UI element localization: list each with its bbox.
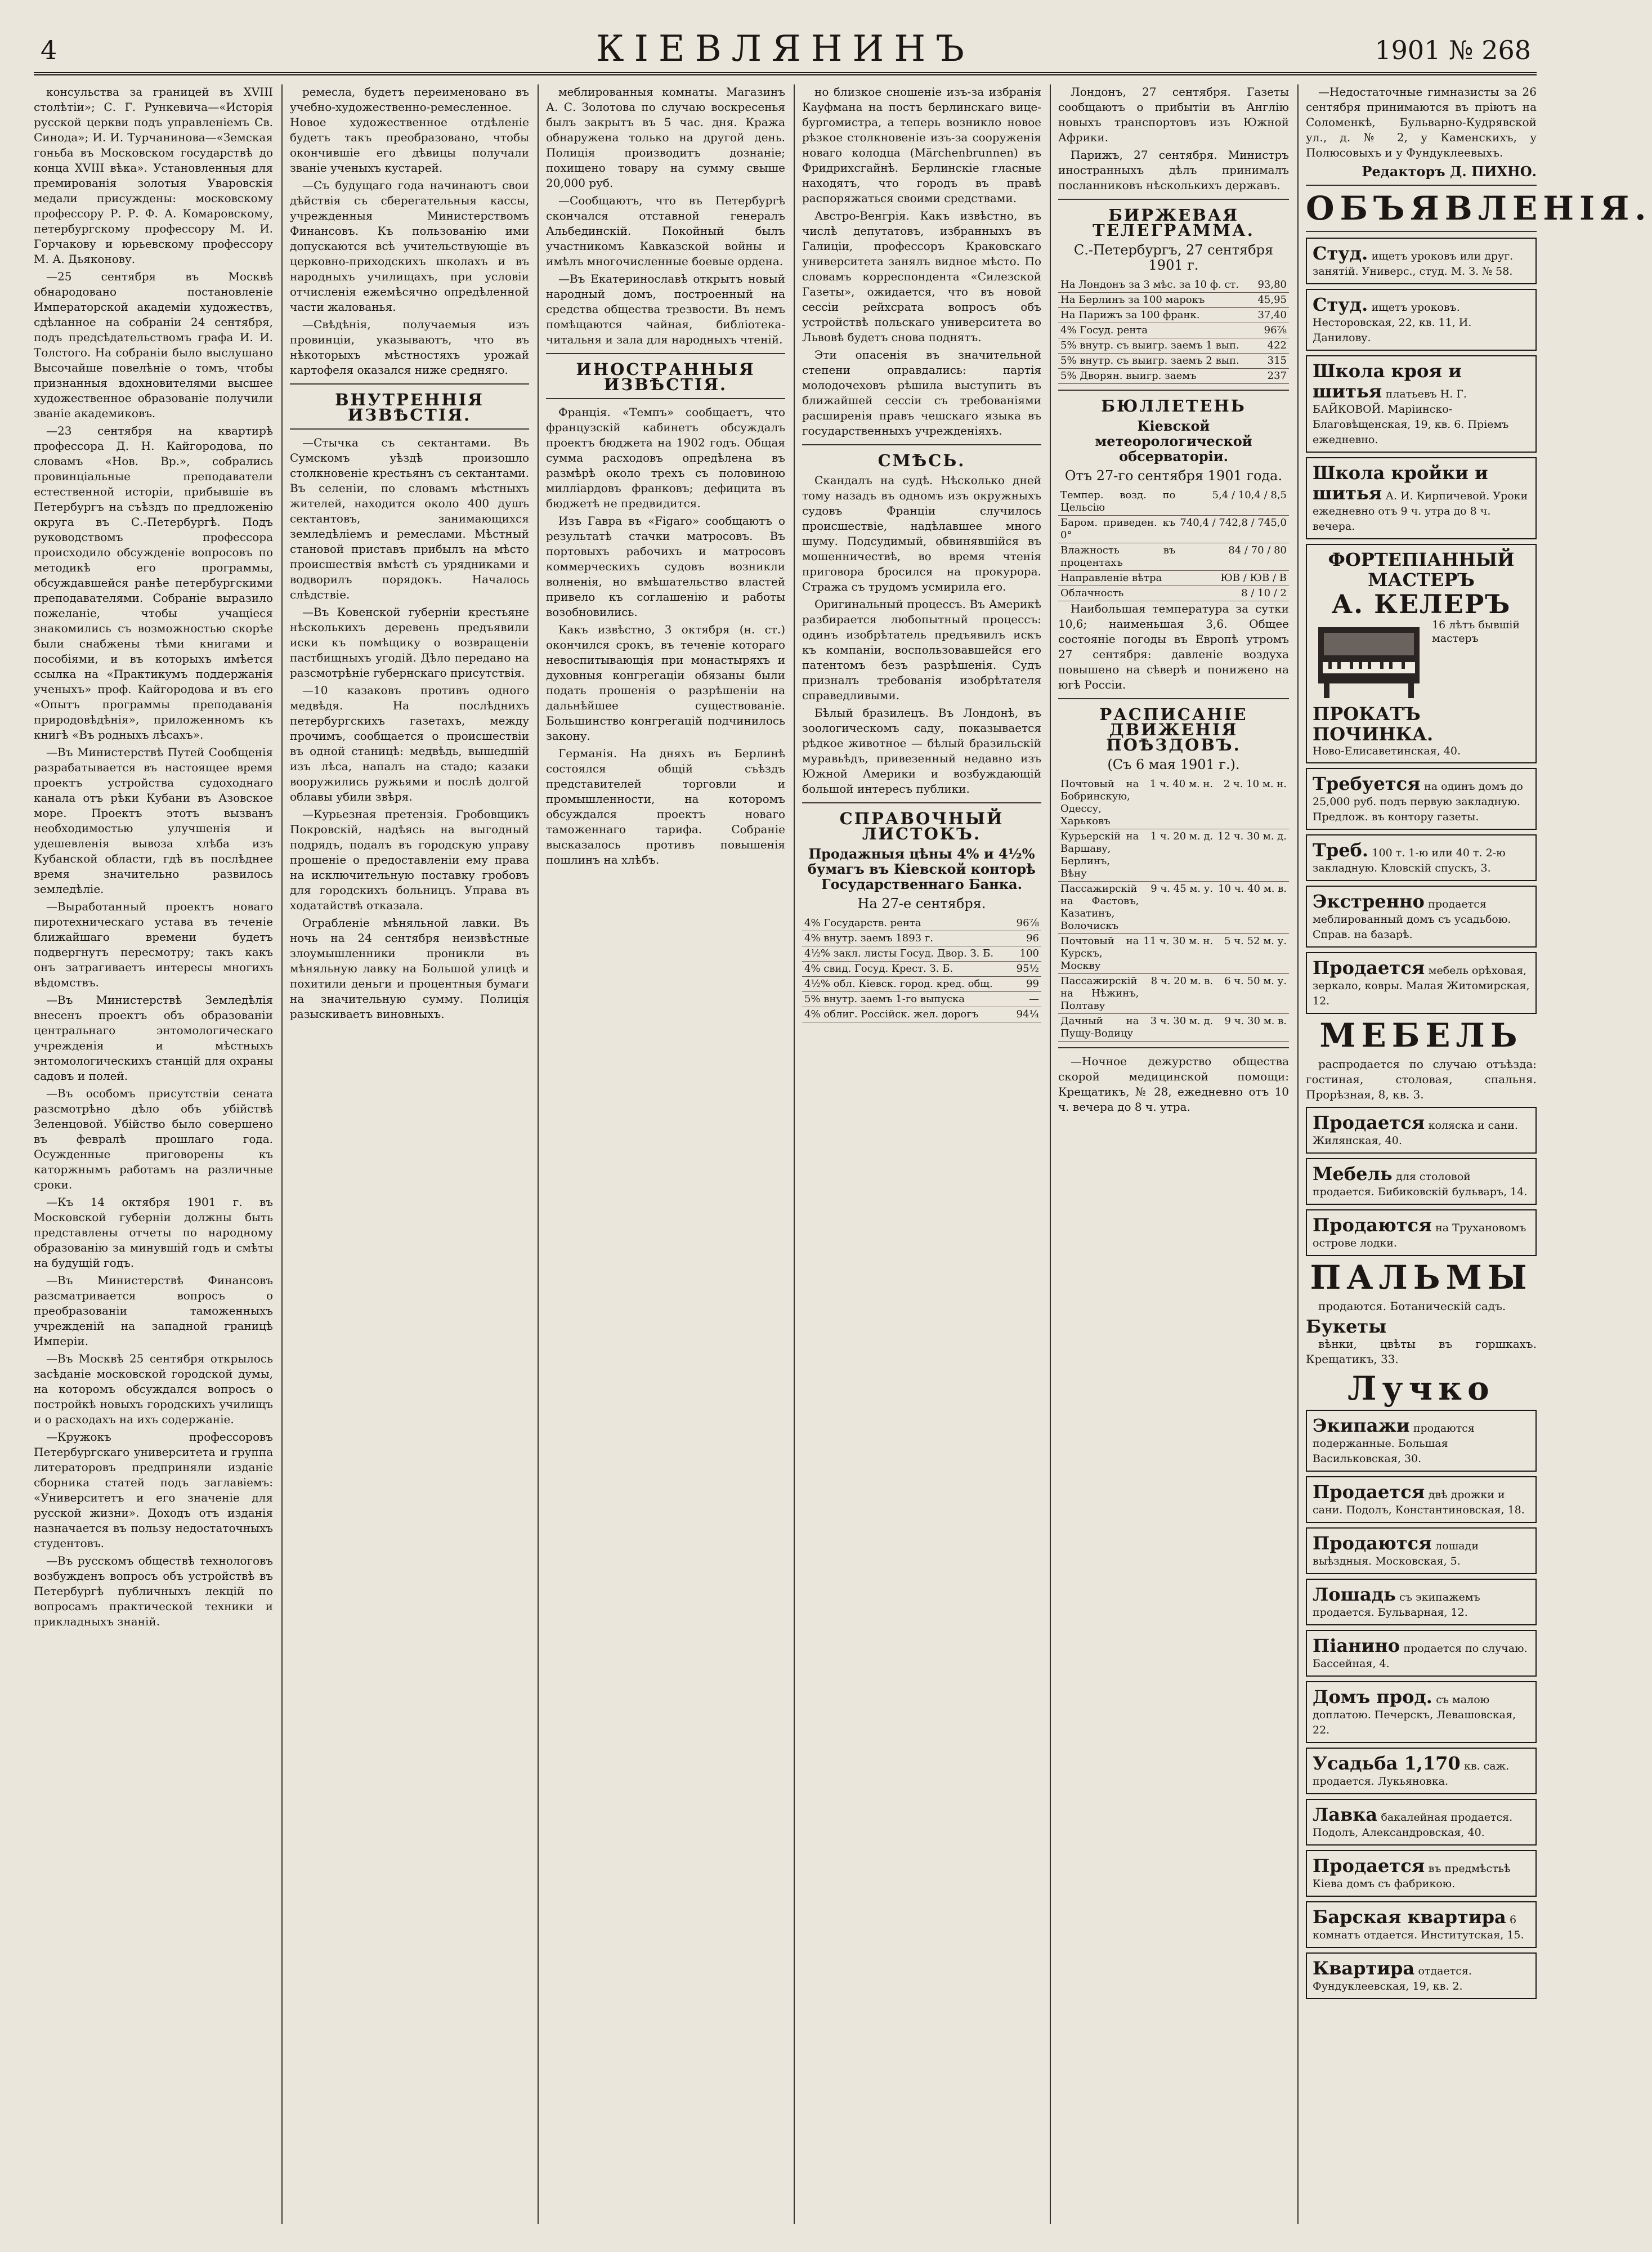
ad-text: 100 т. 1-ю или 40 т. 2-ю закладную. Кловскій спускъ, 3. [1313,847,1506,874]
ad-title: Треб. [1313,839,1369,861]
palms-text: продаются. Ботаническій садъ. [1318,1299,1506,1313]
piano-master-name: А. КЕЛЕРЪ [1331,589,1511,619]
column-4 [802,84,1041,2224]
ad-title: Продается [1313,1481,1425,1503]
paragraph: —Съ будущаго года начинаютъ свои дѣйствія съ сберегательныя кассы, учрежденныя Министерствомъ Финансовъ. Къ пользованію ими допускаются всѣ учительствующіе въ церковно-приходскихъ школахъ и въ народныхъ училищахъ, при условіи отчисленія ежемѣсячно опредѣленной части жалованья. [290,178,529,314]
paragraph: Франція. «Темпъ» сообщаетъ, что французскій кабинетъ обсуждалъ проектъ бюджета на 1902 годъ. Общая сумма расходовъ опредѣлена въ размѣрѣ около трехъ съ половиною милліардовъ франковъ; дефицита въ бюджетѣ не предвидится. [546,405,785,510]
table-cell: 96⅞ [1253,323,1289,338]
table-cell: На Парижъ за 100 франк. [1058,308,1253,323]
table-cell: 45,95 [1253,293,1289,308]
train-row [1058,777,1289,829]
table-cell: 237 [1253,369,1289,384]
rate-row [802,931,1041,946]
divider [1058,698,1289,699]
classified-ad [1306,1410,1537,1472]
piano-address: Ново-Елисаветинская, 40. [1313,745,1461,757]
paragraph: Ограбленіе мѣняльной лавки. Въ ночь на 24 сентября неизвѣстные злоумышленники проникли въ мѣняльную лавку на Большой улицѣ и похитили деньги и процентныя бумаги на значительную сумму. Полиція разыскиваетъ виновныхъ. [290,916,529,1021]
paragraph: —Курьезная претензія. Гробовщикъ Покровскій, надѣясь на выгодный подрядъ, подалъ въ городскую управу прошеніе о предоставленіи ему права на исключительную поставку гробовъ для городскихъ больницъ. Управа въ ходатайствѣ отказала. [290,807,529,912]
table-cell: Дачный на Пущу-Водицу [1058,1014,1141,1042]
ad-title: Экипажи [1313,1415,1410,1436]
smes-section [802,473,1041,797]
ad-title: Студ. [1313,243,1368,264]
ads-group [1306,238,1537,539]
paragraph: —23 сентября на квартирѣ профессора Д. Н. Кайгородова, по словамъ «Нов. Вр.», собрались провинціальные преподаватели естественной исторіи, прибывшіе въ Петербургъ на съѣздъ по предложенію округа въ С.-Петербургѣ. Подъ руководствомъ профессора происходило обсужденіе вопросовъ по методикѣ его программы, обсуждавшейся ранѣе петербургскими преподавателями. Собраніе выразило пожеланіе, чтобы учащіеся знакомились съ возможностью скорѣе были снабжены тѣми книгами и пособіями, и въ которыхъ имѣется ссылка на «Практикумъ поддержанія ученыхъ» проф. Кайгородова и въ его «Опытъ программы преподаванія природовѣдѣнія», приложенномъ къ книгѣ «Въ родныхъ лѣсахъ». [34,424,273,741]
table-cell: Баром. приведен. къ 0° [1058,516,1178,543]
piano-icon [1313,622,1425,700]
divider [1306,185,1537,186]
exchange-row [1058,308,1289,323]
table-cell: 95½ [1012,962,1041,977]
paragraph: —Въ Министерствѣ Земледѣлія внесенъ проектъ объ образованіи центральнаго энтомологическаго учрежденія и мѣстныхъ энтомологическихъ станцій для охраны садовъ и полей. [34,993,273,1083]
weather-row [1058,571,1289,586]
paragraph: Скандалъ на судѣ. Нѣсколько дней тому назадъ въ одномъ изъ окружныхъ судовъ Франціи случилось происшествіе, надѣлавшее много шуму. Подсудимый, обвинявшійся въ мошенничествѣ, во время чтенія приговора бросился на прокурора. Стража съ трудомъ усмирила его. [802,473,1041,593]
table-cell: 84 / 70 / 80 [1178,543,1289,571]
ad-text: платьевъ Н. Г. БАЙКОВОЙ. Маріинско-Благовѣщенская, 19, кв. 6. Пріемъ ежедневно. [1313,388,1509,446]
rates-table [802,916,1041,1022]
piano-heading: ФОРТЕПІАННЫЙ МАСТЕРЪ [1328,549,1515,591]
section-heading: ВНУТРЕННІЯ ИЗВѢСТІЯ. [335,390,484,425]
rate-row [802,992,1041,1007]
paragraph: —Въ Министерствѣ Путей Сообщенія разрабатывается въ настоящее время проектъ устройства судоходнаго канала отъ рѣки Кубани въ Азовское море. Проектъ этотъ вызванъ необходимостью улучшенія и удешевленія вывоза хлѣба изъ Кубанской области, гдѣ въ послѣднее время значительно развилось земледѣліе. [34,745,273,896]
ad-title: Продается [1313,1855,1425,1876]
paragraph: —Въ Ковенской губерніи крестьяне нѣсколькихъ деревень предъявили иски къ помѣщику о возвращеніи пастбищныхъ угодій. Дѣло передано на разсмотрѣніе губернскаго присутствія. [290,605,529,680]
ad-title: Экстренно [1313,891,1425,912]
table-cell: 10 ч. 40 м. в. [1215,882,1289,934]
table-cell: 96 [1012,931,1041,946]
table-cell: 96⅞ [1012,916,1041,931]
ad-title: Продается [1313,1112,1425,1133]
paragraph: консульства за границей въ XVIII столѣтіи»; С. Г. Рункевича—«Исторія русской церкви подъ управленіемъ Св. Синода»; И. И. Турчанинова—«Земская гоньба въ Московском государствѣ до конца XVIII вѣка». Установленныя для премированія золотыя Уваровскія медали присуждены: московскому профессору Р. Р. Ф. А. Комаровскому, петербургскому профессору М. И. Горчакову и юрьевскому профессору М. А. Дьяконову. [34,85,273,266]
train-row [1058,1014,1289,1042]
paragraph: Оригинальный процессъ. Въ Америкѣ разбирается любопытный процессъ: одинъ изобрѣтатель предъявилъ искъ къ компаніи, воспользовавшейся его патентомъ безъ разрѣшенія. Судъ призналъ требованія изобрѣтателя справедливыми. [802,597,1041,702]
column-divider [538,84,539,2224]
table-cell: 99 [1012,977,1041,992]
table-cell: 5% внутр. заемъ 1-го выпуска [802,992,1012,1007]
ad-text: съ экипажемъ продается. Бульварная, 12. [1313,1591,1480,1619]
florist-name: Лучко [1347,1369,1495,1407]
divider [802,802,1041,803]
section-heading: ИНОСТРАННЫЯ ИЗВѢСТІЯ. [576,360,755,394]
paragraph: —10 казаковъ противъ одного медвѣдя. На послѣднихъ петербургскихъ газетахъ, между прочимъ, сообщается о происшествіи въ одной станицѣ: медвѣдь, вышедшій изъ лѣса, напалъ на стадо; казаки вооружились ружьями и послѣ долгой облавы убили звѣря. [290,683,529,803]
classified-ad [1306,1901,1537,1948]
bouquets-text: вѣнки, цвѣты въ горшкахъ. Крещатикъ, 33. [1306,1337,1537,1366]
table-cell: Почтовый на Бобринскую, Одессу, Харьковъ [1058,777,1141,829]
table-cell: Почтовый на Курскъ, Москву [1058,934,1141,974]
ads-group [1306,1107,1537,1256]
classified-ad [1306,1476,1537,1523]
ad-title: Школа кройки и шитья [1313,462,1488,504]
ads-heading: ОБЪЯВЛЕНІЯ. [1306,189,1652,227]
ad-text: на одинъ домъ до 25,000 руб. подъ первую закладную. Предлож. въ контору газеты. [1313,780,1523,823]
ad-text: продаются подержанные. Большая Васильковская, 30. [1313,1422,1475,1465]
divider [1058,390,1289,391]
exchange-row [1058,323,1289,338]
table-cell: 4% внутр. заемъ 1893 г. [802,931,1012,946]
table-cell: На Берлинъ за 100 марокъ [1058,293,1253,308]
table-cell: 5% Дворян. выигр. заемъ [1058,369,1253,384]
table-cell: 4½% закл. листы Госуд. Двор. З. Б. [802,946,1012,962]
classified-ad [1306,834,1537,881]
column-2 [290,84,529,2224]
exchange-subtitle: С.-Петербургъ, 27 сентября 1901 г. [1073,242,1274,273]
train-row [1058,882,1289,934]
column-divider [1050,84,1051,2224]
table-cell: 100 [1012,946,1041,962]
ad-text: продается по случаю. Бассейная, 4. [1313,1642,1528,1670]
newspaper-page [34,23,1652,2235]
paragraph: меблированныя комнаты. Магазинъ А. С. Золотова по случаю воскресенья былъ закрытъ въ 5 час. дня. Кража обнаружена только на другой день. Полиція производитъ дознаніе; похищено товару на сумму свыше 20,000 руб. [546,85,785,190]
table-cell: Облачность [1058,586,1178,601]
divider [546,353,785,354]
paragraph: Австро-Венгрія. Какъ извѣстно, въ числѣ депутатовъ, избранныхъ въ Галиціи, профессоръ Краковскаго университета занялъ видное мѣсто. По словамъ корреспондента «Силезской Газеты», ожидается, что въ новой сессіи рейхсрата вопросъ объ устройствѣ польскаго университета во Львовѣ будетъ снова поднятъ. [802,209,1041,344]
exchange-row [1058,338,1289,354]
divider [546,398,785,399]
table-cell: Пассажирскій на Фастовъ, Казатинъ, Волочискъ [1058,882,1141,934]
schedule-heading: РАСПИСАНІЕ ДВИЖЕНІЯ ПОѢЗДОВЪ. [1099,705,1248,754]
paragraph: —Въ русскомъ обществѣ технологовъ возбужденъ вопросъ объ устройствѣ въ Петербургѣ публичныхъ лекцій по вопросамъ практической техники и прикладныхъ знаній. [34,1554,273,1628]
table-cell: 6 ч. 50 м. у. [1215,974,1289,1014]
paragraph: Бѣлый бразилецъ. Въ Лондонѣ, въ зоологическомъ саду, показывается рѣдкое животное — бѣлый бразильскій муравьѣдъ, привезенный недавно изъ Южной Америки и возбуждающій большой интересъ публики. [802,706,1041,796]
classified-ad [1306,1850,1537,1897]
table-cell: ЮВ / ЮВ / В [1178,571,1289,586]
classified-ad [1306,1799,1537,1846]
train-row [1058,974,1289,1014]
divider [1306,231,1537,232]
classified-ad [1306,1527,1537,1574]
classified-ad [1306,238,1537,284]
table-cell: 1 ч. 40 м. н. [1141,777,1215,829]
divider [1058,199,1289,200]
table-cell: 3 ч. 30 м. д. [1141,1014,1215,1042]
exchange-heading: БИРЖЕВАЯ ТЕЛЕГРАММА. [1093,205,1255,240]
reference-subtitle: Продажныя цѣны 4% и 4½% бумагъ въ Кіевской конторѣ Государственнаго Банка. [807,846,1036,892]
bulletin-heading: БЮЛЛЕТЕНЬ [1101,396,1246,415]
ad-text: лошади выѣздныя. Московская, 5. [1313,1540,1479,1567]
schedule-subtitle: (Съ 6 мая 1901 г.). [1107,757,1240,772]
paragraph: —Въ Екатеринославѣ открытъ новый народный домъ, построенный на средства общества трезвости. Въ немъ помѣщаются чайная, библіотека-читальня и зала для народныхъ чтеній. [546,272,785,346]
paragraph: —Къ 14 октября 1901 г. въ Московской губерніи должны быть представлены отчеты по народному образованію за минувшій годъ и смѣты на будущій годъ. [34,1195,273,1270]
column-4-paragraphs [802,84,1041,439]
classified-ad [1306,1630,1537,1677]
column-3-section [546,405,785,868]
table-cell: Влажность въ процентахъ [1058,543,1178,571]
paragraph: Лондонъ, 27 сентября. Газеты сообщаютъ о прибытіи въ Англію новыхъ транспортовъ изъ Южной Африки. [1058,85,1289,144]
column-2-section [290,435,529,1022]
table-cell: 5% внутр. съ выигр. заемъ 2 вып. [1058,354,1253,369]
editor-line: Редакторъ Д. ПИХНО. [1362,163,1537,180]
paragraph: Германія. На дняхъ въ Берлинѣ состоялся общій съѣздъ представителей торговли и промышленности, на которомъ обсуждался проектъ новаго таможеннаго тарифа. Собраніе высказалось противъ повышенія пошлинъ на хлѣбъ. [546,747,785,866]
column-divider [281,84,283,2224]
table-cell: 8 / 10 / 2 [1178,586,1289,601]
table-cell: На Лондонъ за 3 мѣс. за 10 ф. ст. [1058,278,1253,293]
divider [290,428,529,430]
palms-heading: ПАЛЬМЫ [1310,1258,1533,1297]
rate-row [802,1007,1041,1022]
page-number: 4 [41,35,57,65]
divider [290,383,529,385]
table-cell: Курьерскій на Варшаву, Берлинъ, Вѣну [1058,829,1141,882]
table-cell: 5% внутр. съ выигр. заемъ 1 вып. [1058,338,1253,354]
paragraph: —Въ особомъ присутствіи сената разсмотрѣно дѣло объ убійствѣ Зеленцовой. Убійство было совершено въ февралѣ прошлаго года. Осужденные приговорены къ каторжнымъ работамъ на различные сроки. [34,1087,273,1191]
ads-group [1306,768,1537,1014]
table-cell: 4% облиг. Россійск. жел. дорогъ [802,1007,1012,1022]
column-divider [794,84,795,2224]
ad-text: отдается. Фундуклеевская, 19, кв. 2. [1313,1965,1472,1992]
bouquets-heading: Букеты [1306,1316,1387,1337]
ad-text: на Трухановомъ острове лодки. [1313,1222,1526,1249]
divider [1058,1047,1289,1048]
ad-text: А. И. Кирпичевой. Уроки ежедневно отъ 9 ч. утра до 8 ч. вечера. [1313,490,1528,533]
table-cell: — [1012,992,1041,1007]
paragraph: —Свѣдѣнія, получаемыя изъ провинціи, указываютъ, что въ нѣкоторыхъ мѣстностяхъ урожай картофеля оказался ниже средняго. [290,318,529,377]
classified-ad [1306,886,1537,948]
furniture-heading: МЕБЕЛЬ [1319,1016,1523,1054]
paragraph: —Выработанный проектъ новаго пиротехническаго устава въ теченіе ближайшаго времени будетъ подвергнутъ пересмотру; такъ какъ онъ затрагиваетъ интересы многихъ вѣдомствъ. [34,900,273,989]
classified-ad [1306,1209,1537,1256]
piano-rental: ПРОКАТЪ [1313,703,1421,725]
table-cell: Направленіе вѣтра [1058,571,1178,586]
ad-text: ищетъ уроковъ. Несторовская, 22, кв. 11, И. Данилову. [1313,301,1472,344]
table-cell: 2 ч. 10 м. н. [1215,777,1289,829]
ad-title: Студ. [1313,294,1368,315]
classified-ad [1306,289,1537,351]
masthead [34,23,1537,73]
weather-table [1058,488,1289,601]
classified-ad [1306,1158,1537,1205]
column-2-paragraphs [290,84,529,378]
weather-row [1058,488,1289,516]
ad-title: Продается [1313,957,1425,978]
ad-title: Піанино [1313,1635,1400,1656]
table-cell: 4½% обл. Кіевск. город. кред. общ. [802,977,1012,992]
column-6-ads [1306,84,1652,2224]
rate-row [802,946,1041,962]
table-cell: 11 ч. 30 м. н. [1141,934,1215,974]
classified-ad [1306,768,1537,830]
table-cell: 1 ч. 20 м. д. [1141,829,1215,882]
newspaper-title: КІЕВЛЯНИНЪ [596,28,974,70]
table-cell: Пассажирскій на Нѣжинъ, Полтаву [1058,974,1141,1014]
paragraph: —25 сентября въ Москвѣ обнародовано постановленіе Императорской академіи художествъ, сдѣланное на собраніи 24 сентября, подъ предсѣдательствомъ графа И. И. Толстого. На собраніи было выслушано Высочайше повелѣніе о томъ, чтобы признанныя вдохновителями высшее художественное образованіе получили званіе академиковъ. [34,270,273,420]
reference-heading: СПРАВОЧНЫЙ ЛИСТОКЪ. [839,809,1004,843]
ad-title: Усадьба 1,170 [1313,1753,1461,1774]
ad-title: Лавка [1313,1804,1378,1825]
ad-text: двѣ дрожки и сани. Подолъ, Константиновская, 18. [1313,1489,1525,1516]
table-cell: 5 ч. 52 м. у. [1215,934,1289,974]
table-cell: 4% Государств. рента [802,916,1012,931]
column-divider [1297,84,1299,2224]
classified-ad [1306,952,1537,1014]
ad-text: кв. саж. продается. Лукьяновка. [1313,1760,1510,1788]
exchange-row [1058,278,1289,293]
column-3 [546,84,785,2224]
table-cell: 94¼ [1012,1007,1041,1022]
smes-heading: СМѢСЬ. [878,451,966,470]
ad-text: съ малою доплатою. Печерскъ, Левашовская, 22. [1313,1694,1516,1736]
bulletin-subtitle: Кіевской метеорологической обсерваторіи. [1095,418,1252,464]
ad-title: Домъ прод. [1313,1686,1432,1708]
column-1-paragraphs [34,84,273,1629]
weather-text: Наибольшая температура за сутки 10,6; наименьшая 3,6. Общее состояніе погоды въ Европѣ утромъ 27 сентября: давленіе воздуха повышено на сѣверѣ и понижено на югѣ Россіи. [1058,602,1289,691]
table-cell: Темпер. возд. по Цельсію [1058,488,1178,516]
column-1 [34,84,273,2224]
ad-title: Лошадь [1313,1584,1396,1605]
paragraph: ремесла, будетъ переименовано въ учебно-художественно-ремесленное. Новое художественное отдѣленіе будетъ такъ преобразовано, чтобы окончившіе его дѣвицы получали званіе ученыхъ кустарей. [290,85,529,175]
paragraph: —Кружокъ профессоровъ Петербургскаго университета и группа литераторовъ предприняли изданіе сборника статей подъ заглавіемъ: «Университетъ и его значеніе для русской жизни». Доходъ отъ изданія назначается въ пользу недостаточныхъ студентовъ. [34,1430,273,1550]
ad-title: Квартира [1313,1958,1415,1979]
exchange-table [1058,278,1289,384]
ad-title: Школа кроя и шитья [1313,360,1462,402]
column-5-paragraphs [1058,84,1289,193]
exchange-row [1058,369,1289,384]
paragraph: Изъ Гавра въ «Figaro» сообщаютъ о результатѣ стачки матросовъ. Въ портовыхъ рабочихъ и матросовъ коммерческихъ судовъ возникли волненія, но вмѣшательство властей привело къ соглашенію и работы возобновились. [546,514,785,619]
paragraph: Эти опасенія въ значительной степени оправдались: партія молодочеховъ рѣшила выступить въ ближайшей сессіи съ требованіями расширенія правъ чешскаго языка въ государственныхъ учрежденіяхъ. [802,348,1041,437]
exchange-row [1058,354,1289,369]
exchange-row [1058,293,1289,308]
table-cell: 422 [1253,338,1289,354]
weather-row [1058,543,1289,571]
ads-group [1306,1410,1537,1999]
paragraph: —Стычка съ сектантами. Въ Сумскомъ уѣздѣ произошло столкновеніе крестьянъ съ сектантами. Въ селеніи, по словамъ мѣстныхъ жителей, находится около 400 душъ сектантовъ, занимающихся земледѣліемъ и ремеслами. Мѣстный становой приставъ прибылъ на мѣсто происшествія вмѣстѣ съ урядниками и водворилъ порядокъ. Началось слѣдствіе. [290,436,529,601]
train-row [1058,934,1289,974]
ad-title: Продаются [1313,1214,1432,1236]
ad-text: продается меблированный домъ съ усадьбою. Справ. на базарѣ. [1313,898,1511,941]
train-row [1058,829,1289,882]
table-cell: 9 ч. 30 м. в. [1215,1014,1289,1042]
rate-row [802,977,1041,992]
notice-text: —Недостаточные гимназисты за 26 сентября принимаются въ пріютъ на Соломенкѣ, Бульварно-Кудрявской ул., д. № 2, у Каменскихъ, у Полюсовыхъ и у Фундуклеевыхъ. [1306,85,1537,159]
table-cell: 4% свид. Госуд. Крест. З. Б. [802,962,1012,977]
classified-ad [1306,1107,1537,1154]
classified-ad [1306,457,1537,539]
classified-ad [1306,1681,1537,1743]
paragraph: Какъ извѣстно, 3 октября (н. ст.) окончился срокъ, въ теченіе котораго невоспитывающія при монастыряхъ и духовныя конгрегаціи обязаны были подать прошенія о разрѣшеніи на дальнѣйшее существованіе. Большинство конгрегацій подчинилось закону. [546,623,785,743]
column-3-paragraphs [546,84,785,347]
table-cell: 8 ч. 20 м. в. [1141,974,1215,1014]
table-cell: 9 ч. 45 м. у. [1141,882,1215,934]
paragraph: —Въ Москвѣ 25 сентября открылось засѣданіе московской городской думы, на которомъ обсуждался вопросъ о постройкѣ новыхъ городскихъ училищъ и о расходахъ на ихъ содержаніе. [34,1352,273,1426]
table-cell: 4% Госуд. рента [1058,323,1253,338]
ad-text: коляска и сани. Жилянская, 40. [1313,1119,1518,1147]
paragraph: —Въ Министерствѣ Финансовъ разсматривается вопросъ о преобразованіи таможенныхъ учрежденій на западной границѣ Имперіи. [34,1274,273,1348]
ad-text: для столовой продается. Бибиковскій бульваръ, 14. [1313,1170,1528,1198]
ad-text: бакалейная продается. Подолъ, Александровская, 40. [1313,1811,1513,1839]
divider [802,444,1041,445]
weather-row [1058,586,1289,601]
rate-row [802,916,1041,931]
ad-text: ищетъ уроковъ или друг. занятій. Универс., студ. М. З. № 58. [1313,250,1514,278]
table-cell: 315 [1253,354,1289,369]
ad-title: Продаются [1313,1532,1432,1554]
piano-years: 16 лѣтъ бывшій мастеръ [1432,619,1520,645]
ad-text: въ предмѣстьѣ Кіева домъ съ фабрикою. [1313,1862,1511,1890]
table-cell: 12 ч. 30 м. д. [1215,829,1289,882]
ad-title: Требуется [1313,773,1421,794]
rate-row [802,962,1041,977]
classified-ad [1306,1579,1537,1625]
piano-ad [1306,544,1537,763]
furniture-text: распродается по случаю отъѣзда: гостиная, столовая, спальня. Прорѣзная, 8, кв. 3. [1306,1057,1537,1101]
paragraph: но близкое сношеніе изъ-за избранія Кауфмана на постъ берлинскаго вице-бургомистра, а теперь возникло новое рѣзкое столкновеніе изъ-за сооруженія новаго колодца (Märchenbrunnen) въ Фридрихсгайнѣ. Берлинскіе гласные находятъ, что городъ въ правѣ распоряжаться своими средствами. [802,85,1041,205]
table-cell: 93,80 [1253,278,1289,293]
table-cell: 740,4 / 742,8 / 745,0 [1178,516,1289,543]
ad-title: Мебель [1313,1163,1393,1185]
paragraph: —Сообщаютъ, что въ Петербургѣ скончался отставной генералъ Альбединскій. Покойный былъ участникомъ Кавказской войны и имѣлъ многочисленные боевые ордена. [546,194,785,268]
ad-title: Барская квартира [1313,1906,1506,1928]
year-issue: 1901 № 268 [1375,35,1531,65]
classified-ad [1306,1952,1537,1999]
ad-text: 6 комнатъ отдается. Институтская, 15. [1313,1914,1524,1941]
table-cell: 5,4 / 10,4 / 8,5 [1178,488,1289,516]
column-5 [1058,84,1289,2224]
weather-row [1058,516,1289,543]
classified-ad [1306,1748,1537,1794]
masthead-rule [34,72,1537,75]
medical-notice: —Ночное дежурство общества скорой медицинской помощи: Крещатикъ, № 28, ежедневно отъ 10 ч. вечера до 8 ч. утра. [1058,1054,1289,1114]
train-schedule-table [1058,777,1289,1042]
ad-text: мебель орѣховая, зеркало, ковры. Малая Житомирская, 12. [1313,964,1530,1007]
bulletin-date: Отъ 27-го сентября 1901 года. [1064,468,1283,484]
reference-date: На 27-е сентября. [857,896,986,911]
paragraph: Парижъ, 27 сентября. Министръ иностранныхъ дѣлъ принималъ посланниковъ нѣсколькихъ державъ. [1058,148,1289,192]
piano-repair: ПОЧИНКА. [1313,723,1434,745]
classified-ad [1306,355,1537,453]
table-cell: 37,40 [1253,308,1289,323]
